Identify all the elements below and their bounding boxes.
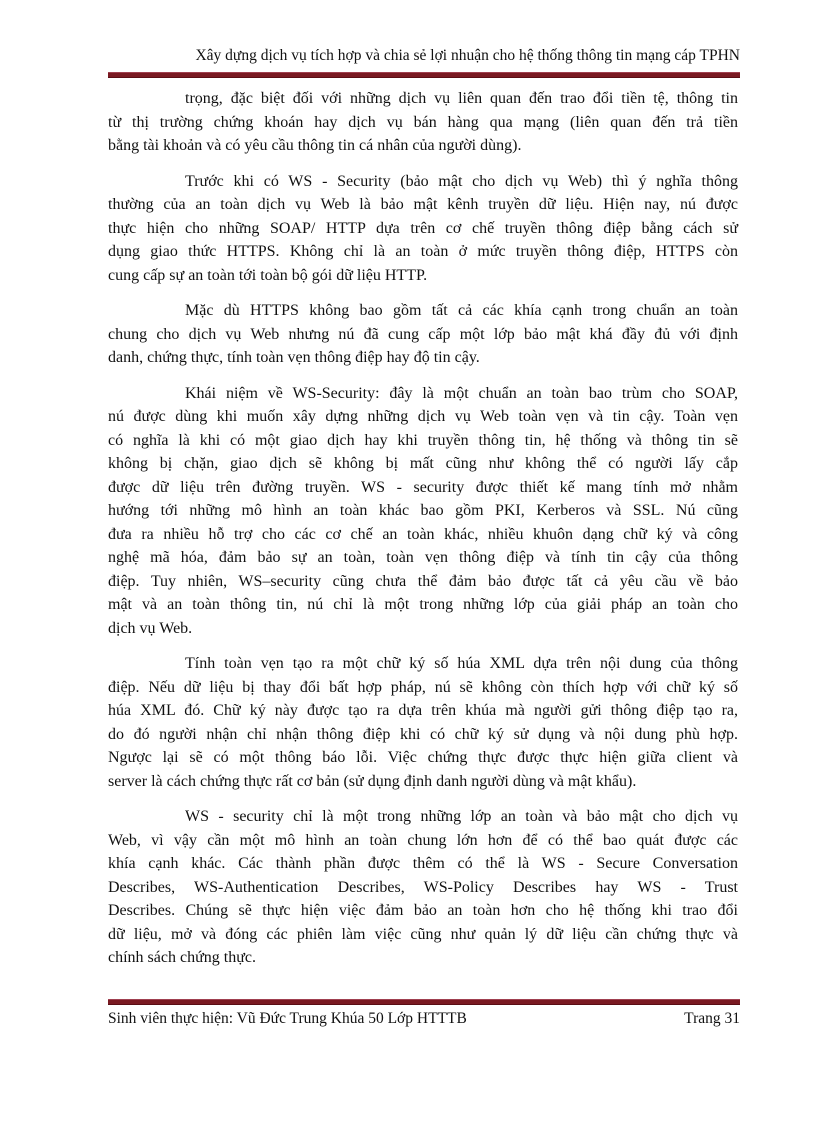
text-line: dịch vụ Web.	[108, 619, 193, 637]
text-line: có nghĩa là khi có một giao dịch hay khi truyền thông tin, hệ thống và thông tin sẽ	[108, 431, 738, 449]
text-line: Ngược lại sẽ có một thông báo lỗi. Việc chứng thực được thực hiện giữa client và	[108, 749, 738, 766]
text-line: Trước khi có WS - Security (bảo mật cho dịch vụ Web) thì ý nghĩa thông	[185, 172, 738, 190]
text-line: bằng tài khoản và có yêu cầu thông tin cá nhân của người dùng).	[108, 137, 522, 154]
text-line: khía cạnh khác. Các thành phần được thêm có thể là WS - Secure Conversation	[108, 855, 738, 872]
page-number: Trang 31	[684, 1010, 740, 1027]
text-line: danh, chứng thực, tính toàn vẹn thông điệp hay độ tin cậy.	[108, 349, 480, 366]
text-line: đưa ra nhiều hỗ trợ cho các cơ chế an toàn khác, nhiều khuôn dạng chữ ký và công	[108, 525, 738, 543]
header-rule	[108, 72, 740, 78]
text-line: mật và an toàn thông tin, nú chỉ là một trong những lớp của giải pháp an toàn cho	[108, 596, 738, 613]
text-line: húa XML đó. Chữ ký này được tạo ra dựa trên khúa mà người gửi thông điệp tạo ra,	[108, 702, 738, 719]
text-line: Web, vì vậy cần một mô hình an toàn chung lớn hơn để có thể bao quát được các	[108, 831, 738, 849]
paragraph	[108, 382, 738, 641]
text-line: không bị chặn, giao dịch sẽ không bị mất cũng như không thể có người lấy cắp	[108, 455, 738, 472]
text-line: Describes, WS-Authentication Describes, WS-Policy Describes hay WS - Trust	[108, 878, 738, 896]
text-line: nghệ mã hóa, đảm bảo sự an toàn, toàn vẹn thông điệp và tính tin cậy của thông	[108, 549, 738, 566]
text-line: thường của an toàn dịch vụ Web là bảo mật kênh truyền dữ liệu. Hiện nay, nú được	[108, 196, 738, 213]
text-line: thực hiện cho những SOAP/ HTTP dựa trên cơ chế truyền thông điệp bằng cách sử	[108, 219, 738, 237]
text-line: Khái niệm về WS-Security: đây là một chuẩn an toàn bao trùm cho SOAP,	[185, 384, 738, 402]
text-line: Mặc dù HTTPS không bao gồm tất cả các khía cạnh trong chuẩn an toàn	[185, 302, 738, 319]
text-line: điệp. Nếu dữ liệu bị thay đổi bất hợp pháp, nú sẽ không còn thích hợp với chữ ký số	[108, 678, 738, 696]
text-line: Tính toàn vẹn tạo ra một chữ ký số húa XML dựa trên nội dung của thông	[185, 655, 738, 672]
text-line: Describes. Chúng sẽ thực hiện việc đảm bảo an toàn hơn cho hệ thống khi trao đổi	[108, 902, 738, 919]
text-line: WS - security chỉ là một trong những lớp an toàn và bảo mật cho dịch vụ	[185, 808, 738, 825]
footer-rule	[108, 999, 740, 1005]
footer-author: Sinh viên thực hiện: Vũ Đức Trung Khúa 50 Lớp HTTTB	[108, 1010, 467, 1027]
text-line: chính sách chứng thực.	[108, 949, 256, 966]
paragraph	[108, 87, 738, 158]
text-line: chung cho dịch vụ Web nhưng nú đã cung cấp một lớp bảo mật khá đầy đủ với định	[108, 325, 738, 343]
paragraph	[108, 805, 738, 970]
paragraph	[108, 299, 738, 370]
running-footer	[108, 1010, 740, 1028]
text-line: nú được dùng khi muốn xây dựng những dịch vụ Web toàn vẹn và tin cậy. Toàn vẹn	[108, 408, 738, 425]
running-header: Xây dựng dịch vụ tích hợp và chia sẻ lợi nhuận cho hệ thống thông tin mạng cáp TPHN	[195, 47, 740, 64]
text-line: dụng giao thức HTTPS. Không chỉ là an toàn ở mức truyền thông điệp, HTTPS còn	[108, 243, 738, 260]
text-line: server là cách chứng thực rất cơ bản (sử dụng định danh người dùng và mật khẩu).	[108, 772, 637, 790]
text-line: trọng, đặc biệt đối với những dịch vụ liên quan đến trao đổi tiền tệ, thông tin	[185, 90, 738, 107]
text-line: cung cấp sự an toàn tới toàn bộ gói dữ liệu HTTP.	[108, 266, 428, 284]
text-line: điệp. Tuy nhiên, WS–security cũng chưa thể đảm bảo được tất cả yêu cầu về bảo	[108, 572, 738, 590]
paragraph	[108, 170, 738, 288]
text-line: dữ liệu, mở và đóng các phiên làm việc cũng như quản lý dữ liệu cần chứng thực và	[108, 925, 738, 943]
text-line: hướng tới những mô hình an toàn khác bao gồm PKI, Kerberos và SSL. Nú cũng	[108, 502, 738, 519]
paragraph	[108, 652, 738, 793]
text-line: do đó người nhận chỉ nhận thông điệp khi có chữ ký sử dụng và nội dung phù hợp.	[108, 725, 738, 743]
text-line: được dữ liệu trên đường truyền. WS - security được thiết kế mang tính mở nhằm	[108, 478, 738, 496]
document-body	[108, 87, 738, 982]
text-line: từ thị trường chứng khoán hay dịch vụ bán hàng qua mạng (liên quan đến trả tiền	[108, 113, 738, 131]
